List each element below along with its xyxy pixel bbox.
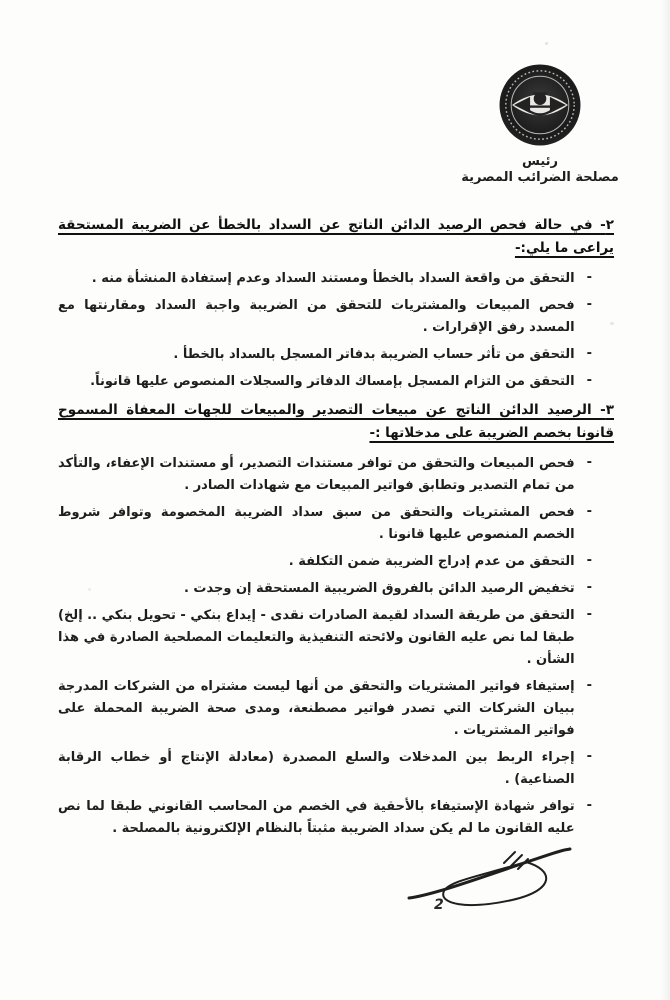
list-item-text: التحقق من طريقة السداد لقيمة الصادرات نقدى - إيداع بنكي - تحويل بنكي .. إلخ) طبقا لما نص عليه القانون ولائحته التنفيذية والتعليمات المصلحية الصادرة في هذا الشأن .	[58, 608, 575, 667]
list-item	[58, 295, 592, 339]
list-item	[58, 344, 592, 366]
list-item	[58, 578, 592, 600]
list-item	[58, 676, 592, 742]
dash-bullet: -	[586, 580, 592, 595]
dash-bullet: -	[586, 678, 592, 693]
list-item-text: التحقق من التزام المسجل بإمساك الدفاتر والسجلات المنصوص عليها قانوناً.	[90, 374, 575, 389]
letterhead	[440, 60, 640, 185]
list-item	[58, 747, 592, 791]
signature-scribble-icon	[404, 846, 574, 924]
dash-bullet: -	[586, 749, 592, 764]
list-item	[58, 371, 592, 393]
dash-bullet: -	[586, 270, 592, 285]
dash-bullet: -	[586, 798, 592, 813]
dash-bullet: -	[586, 297, 592, 312]
list-item	[58, 268, 592, 290]
dash-bullet: -	[586, 553, 592, 568]
list-item	[58, 796, 592, 840]
list-item-text: التحقق من تأثر حساب الضريبة بدفاتر المسجل بالسداد بالخطأ .	[173, 347, 575, 362]
list-item-text: فحص المشتريات والتحقق من سبق سداد الضريبة المخصومة وتوافر شروط الخصم المنصوص عليها قانونا .	[58, 505, 575, 542]
scan-edge-shadow	[660, 0, 670, 1000]
list-item	[58, 605, 592, 671]
list-item-text: فحص المبيعات والمشتريات للتحقق من الضريبة واجبة السداد ومقارنتها مع المسدد رفق الإقرارات .	[58, 298, 575, 335]
section-3	[58, 399, 614, 840]
scan-artifact	[545, 42, 548, 45]
list-item	[58, 502, 592, 546]
list-item-text: إجراء الربط بين المدخلات والسلع المصدرة (معادلة الإنتاج أو خطاب الرقابة الصناعية) .	[58, 750, 575, 787]
list-item-text: فحص المبيعات والتحقق من توافر مستندات التصدير، أو مستندات الإعفاء، والتأكد من تمام التصدير وتطابق فواتير المبيعات مع شهادات الصادر .	[58, 456, 575, 493]
tax-authority-seal-icon	[495, 60, 585, 150]
list-item	[58, 453, 592, 497]
letterhead-title: رئيس	[521, 154, 559, 169]
list-item-text: التحقق من عدم إدراج الضريبة ضمن التكلفة .	[288, 554, 575, 569]
list-item-text: توافر شهادة الإستيفاء بالأحقية في الخصم من المحاسب القانوني طبقا لما نص عليه القانون ما لم يكن سداد الضريبة مثبتاً بالنظام الإلكترونية بالمصلحة .	[58, 799, 575, 836]
letterhead-subtitle: مصلحة الضرائب المصرية	[461, 170, 619, 185]
section-2-heading: ٢- في حالة فحص الرصيد الدائن الناتج عن السداد بالخطأ عن الضريبة المستحقة يراعى ما يلي:-	[58, 217, 614, 256]
list-item-text: التحقق من واقعة السداد بالخطأ ومستند السداد وعدم إستفادة المنشأة منه .	[91, 271, 575, 286]
section-2	[58, 214, 614, 393]
dash-bullet: -	[586, 607, 592, 622]
dash-bullet: -	[586, 455, 592, 470]
page-number: 2	[434, 897, 444, 913]
dash-bullet: -	[586, 346, 592, 361]
list-item	[58, 551, 592, 573]
list-item-text: إستيفاء فواتير المشتريات والتحقق من أنها ليست مشتراه من الشركات المدرجة ببيان الشركات التي تصدر فواتير مصطنعة، ومدى صحة الضريبة المحملة على فواتير المشتريات .	[58, 679, 575, 738]
dash-bullet: -	[586, 373, 592, 388]
document-body	[58, 212, 614, 924]
list-item-text: تخفيض الرصيد الدائن بالفروق الضريبية المستحقة إن وجدت .	[183, 581, 575, 596]
dash-bullet: -	[586, 504, 592, 519]
signature-block	[404, 846, 614, 924]
section-3-heading: ٣- الرصيد الدائن الناتج عن مبيعات التصدير والمبيعات للجهات المعفاة المسموح قانونا بخصم الضريبة على مدخلاتها :-	[58, 402, 614, 441]
